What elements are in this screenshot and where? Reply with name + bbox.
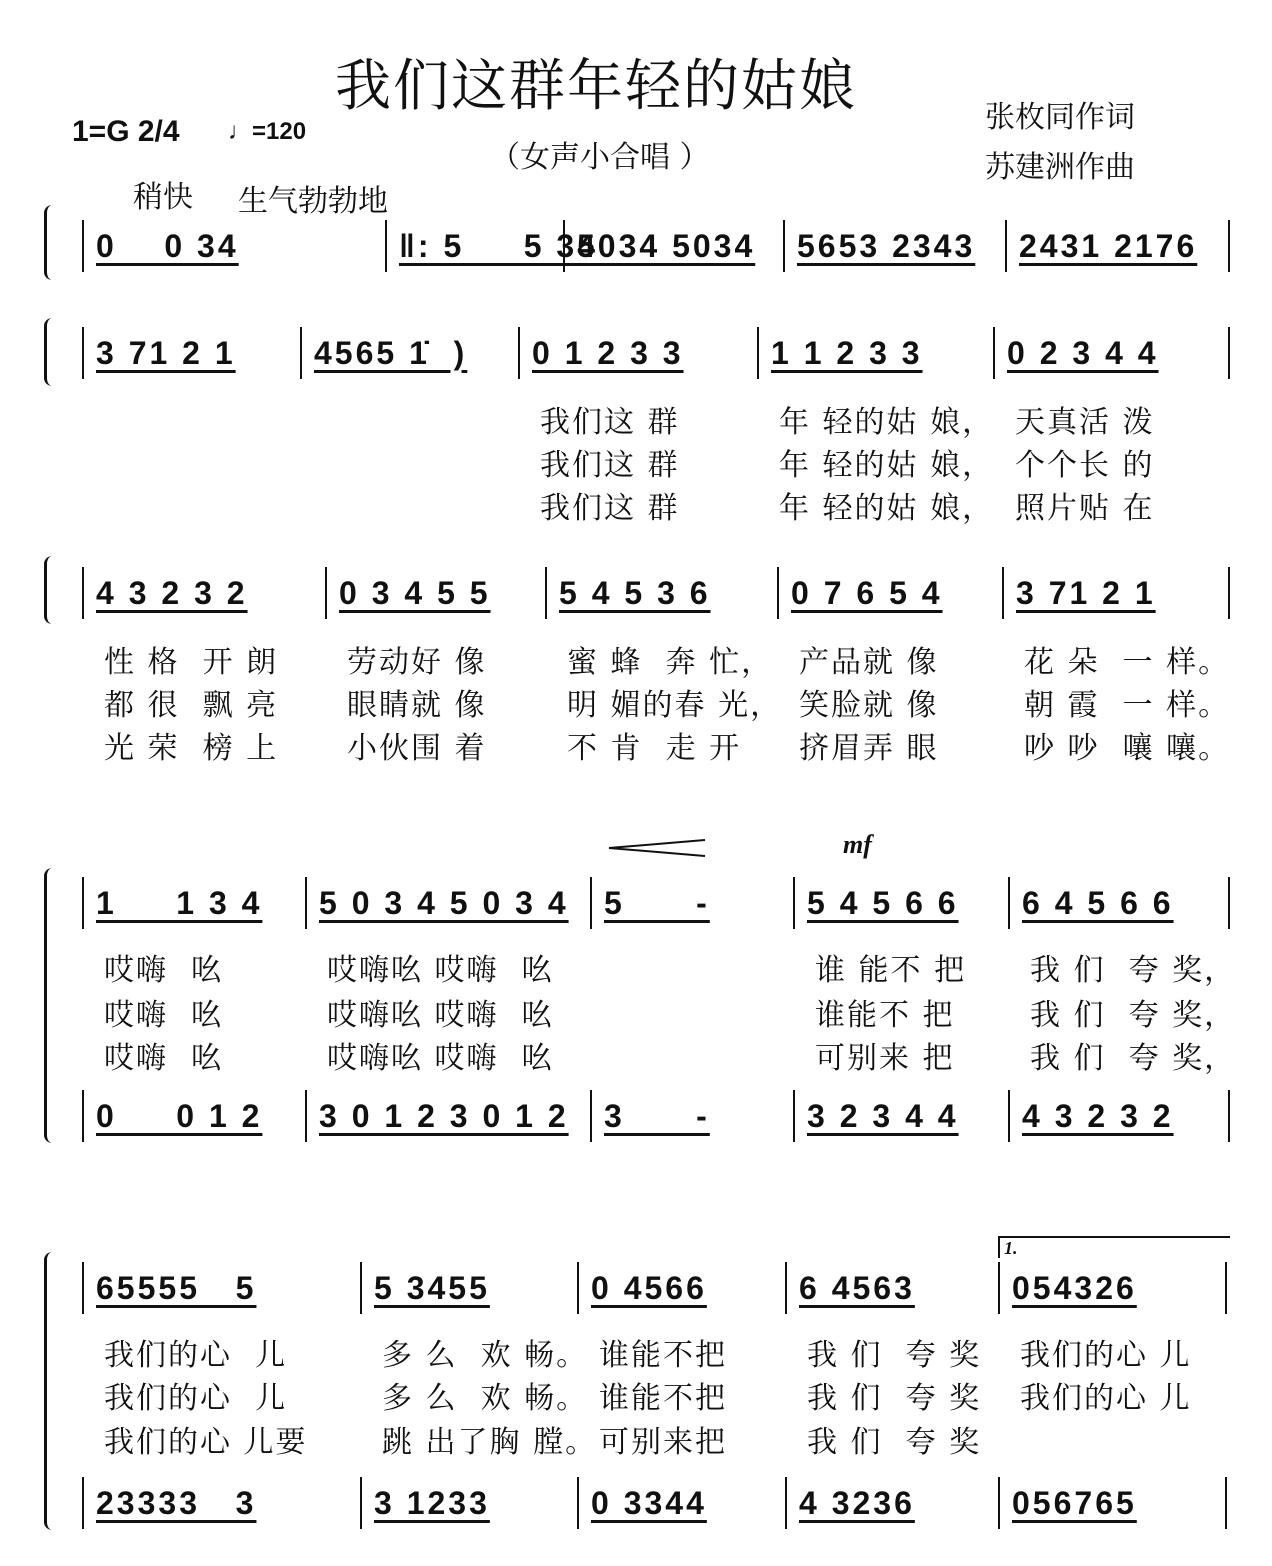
- lyric-verse-1: 哎嗨 吆: [104, 953, 224, 988]
- key-time-signature: 1=G 2/4: [72, 115, 180, 148]
- lyric-verse-1: 谁能不把: [599, 1338, 727, 1373]
- barline: [1225, 1477, 1227, 1529]
- lower-voice-notes: 3 2 3 4 4: [807, 1098, 959, 1134]
- measure-notes: 4565 1̇ ): [314, 335, 468, 371]
- barline: [1228, 1090, 1230, 1142]
- lyric-verse-2: 我 们 夸 奖，: [1030, 998, 1237, 1033]
- lyric-verse-1: 年 轻的姑 娘，: [779, 405, 995, 440]
- lyric-verse-3: 不 肯 走 开: [567, 731, 742, 766]
- lower-voice-notes: 3 -: [604, 1098, 710, 1134]
- barline: [305, 877, 307, 929]
- lyric-verse-3: 我们的心 儿要: [104, 1425, 308, 1460]
- system-brace: [44, 868, 59, 1143]
- lyric-verse-3: 挤眉弄 眼: [799, 731, 939, 766]
- barline: [793, 1090, 795, 1142]
- measure-notes: 5 4 5 6 6: [807, 885, 959, 921]
- measure-notes: 6 4563: [799, 1270, 915, 1306]
- lower-voice-notes: 0 3344: [591, 1485, 707, 1521]
- lyric-verse-3: 我们这 群: [540, 491, 680, 526]
- barline: [757, 327, 759, 379]
- lyric-verse-1: 我们的心 儿: [104, 1338, 288, 1373]
- measure-notes: 0 0 34: [96, 228, 239, 264]
- lower-voice-notes: 23333 3: [96, 1485, 257, 1521]
- measure-notes: 0 3 4 5 5: [339, 575, 491, 611]
- barline: [993, 327, 995, 379]
- barline: [1008, 1090, 1010, 1142]
- dynamic-mf: mf: [843, 830, 872, 859]
- barline: [785, 1262, 787, 1314]
- system-brace: [44, 205, 59, 280]
- tempo-marking: ♩=120: [228, 118, 307, 145]
- barline: [82, 1090, 84, 1142]
- barline: [82, 1477, 84, 1529]
- lyric-verse-2: 谁能不把: [599, 1381, 727, 1416]
- measure-notes: 1 1 2 3 3: [771, 335, 923, 371]
- lyric-verse-2: 我们这 群: [540, 448, 680, 483]
- measure-notes: 6 4 5 6 6: [1022, 885, 1174, 921]
- barline: [545, 567, 547, 619]
- lyric-verse-2: 我 们 夸 奖: [807, 1381, 982, 1416]
- lower-voice-notes: 3 0 1 2 3 0 1 2: [319, 1098, 569, 1134]
- barline: [590, 1090, 592, 1142]
- lyric-verse-2: 哎嗨 吆: [104, 998, 224, 1033]
- lyric-verse-1: 产品就 像: [799, 645, 939, 680]
- lyric-verse-3: 哎嗨吆 哎嗨 吆: [327, 1041, 554, 1076]
- lyric-verse-2: 我们的心 儿: [104, 1381, 288, 1416]
- barline: [518, 327, 520, 379]
- barline: [360, 1262, 362, 1314]
- measure-notes: 0 1 2 3 3: [532, 335, 684, 371]
- lyric-verse-2: 多 么 欢 畅。: [382, 1381, 589, 1416]
- barline: [82, 327, 84, 379]
- lyric-verse-1: 谁 能不 把: [815, 953, 967, 988]
- volta-first-ending: 1.: [998, 1236, 1230, 1258]
- lyric-verse-1: 我们这 群: [540, 405, 680, 440]
- barline: [783, 220, 785, 272]
- barline: [82, 220, 84, 272]
- system-brace: [44, 556, 59, 624]
- measure-notes: 5 0 3 4 5 0 3 4: [319, 885, 569, 921]
- lyric-verse-3: 光 荣 榜 上: [104, 731, 279, 766]
- barline: [82, 1262, 84, 1314]
- lyric-verse-1: 我 们 夸 奖: [807, 1338, 982, 1373]
- measure-notes: 5034 5034: [577, 228, 756, 264]
- system-brace: [44, 1252, 59, 1530]
- lyric-verse-1: 劳动好 像: [347, 645, 487, 680]
- measure-notes: 4 3 2 3 2: [96, 575, 248, 611]
- barline: [82, 877, 84, 929]
- song-title: 我们这群年轻的姑娘: [335, 54, 857, 119]
- lyric-verse-2: 都 很 飘 亮: [104, 688, 279, 723]
- barline: [1002, 567, 1004, 619]
- barline: [300, 327, 302, 379]
- barline: [577, 1262, 579, 1314]
- barline: [360, 1477, 362, 1529]
- measure-notes: 0 7 6 5 4: [791, 575, 943, 611]
- barline: [385, 220, 387, 272]
- measure-notes: ‖: 5 5 34: [399, 228, 598, 264]
- lyric-verse-2: 谁能不 把: [815, 998, 955, 1033]
- barline: [1225, 1262, 1227, 1314]
- lyric-verse-1: 天真活 泼: [1015, 405, 1155, 440]
- lyric-verse-2: 眼睛就 像: [347, 688, 487, 723]
- measure-notes: 3 71 2 1: [96, 335, 236, 371]
- performance-type: （女声小合唱 ）: [490, 140, 710, 175]
- composer-credit: 苏建洲作曲: [985, 150, 1135, 185]
- lyric-verse-2: 明 媚的春 光，: [567, 688, 783, 723]
- barline: [1228, 877, 1230, 929]
- measure-notes: 5 -: [604, 885, 710, 921]
- lyric-verse-1: 我 们 夸 奖，: [1030, 953, 1237, 988]
- lyric-verse-2: 年 轻的姑 娘，: [779, 448, 995, 483]
- lower-voice-notes: 4 3 2 3 2: [1022, 1098, 1174, 1134]
- lyric-verse-1: 我们的心 儿: [1020, 1338, 1192, 1373]
- measure-notes: 2431 2176: [1019, 228, 1198, 264]
- lyric-verse-1: 花 朵 一 样。: [1024, 645, 1231, 680]
- lyric-verse-1: 蜜 蜂 奔 忙，: [567, 645, 774, 680]
- measure-notes: 65555 5: [96, 1270, 257, 1306]
- barline: [998, 1262, 1000, 1314]
- expression-speed: 稍快: [133, 180, 193, 215]
- lyric-verse-1: 多 么 欢 畅。: [382, 1338, 589, 1373]
- barline: [1005, 220, 1007, 272]
- barline: [998, 1477, 1000, 1529]
- system-brace: [44, 318, 59, 386]
- lyric-verse-3: 吵 吵 嚷 嚷。: [1024, 731, 1231, 766]
- lyric-verse-2: 我们的心 儿: [1020, 1381, 1192, 1416]
- barline: [1228, 327, 1230, 379]
- measure-notes: 5 3455: [374, 1270, 490, 1306]
- measure-notes: 1 1 3 4: [96, 885, 263, 921]
- lyric-verse-3: 我 们 夸 奖: [807, 1425, 982, 1460]
- lyric-verse-3: 我 们 夸 奖，: [1030, 1041, 1237, 1076]
- lower-voice-notes: 3 1233: [374, 1485, 490, 1521]
- lyric-verse-1: 哎嗨吆 哎嗨 吆: [327, 953, 554, 988]
- barline: [1228, 567, 1230, 619]
- lyric-verse-2: 个个长 的: [1015, 448, 1155, 483]
- lyric-verse-3: 可别来把: [599, 1425, 727, 1460]
- lower-voice-notes: 056765: [1012, 1485, 1137, 1521]
- barline: [325, 567, 327, 619]
- measure-notes: 3 71 2 1: [1016, 575, 1156, 611]
- lyric-verse-3: 年 轻的姑 娘，: [779, 491, 995, 526]
- barline: [785, 1477, 787, 1529]
- barline: [577, 1477, 579, 1529]
- measure-notes: 0 2 3 4 4: [1007, 335, 1159, 371]
- measure-notes: 054326: [1012, 1270, 1137, 1306]
- barline: [590, 877, 592, 929]
- barline: [777, 567, 779, 619]
- lyric-verse-2: 笑脸就 像: [799, 688, 939, 723]
- crescendo-hairpin: [605, 838, 710, 858]
- lyric-verse-1: 性 格 开 朗: [104, 645, 279, 680]
- measure-notes: 0 4566: [591, 1270, 707, 1306]
- expression-mood: 生气勃勃地: [238, 184, 388, 219]
- barline: [1008, 877, 1010, 929]
- barline: [305, 1090, 307, 1142]
- lyricist-credit: 张枚同作词: [985, 100, 1135, 135]
- barline: [793, 877, 795, 929]
- lower-voice-notes: 4 3236: [799, 1485, 915, 1521]
- lyric-verse-2: 朝 霞 一 样。: [1024, 688, 1231, 723]
- measure-notes: 5 4 5 3 6: [559, 575, 711, 611]
- lyric-verse-3: 照片贴 在: [1015, 491, 1155, 526]
- lyric-verse-3: 小伙围 着: [347, 731, 487, 766]
- lyric-verse-3: 跳 出了胸 膛。: [382, 1425, 598, 1460]
- measure-notes: 5653 2343: [797, 228, 976, 264]
- barline: [82, 567, 84, 619]
- lyric-verse-3: 可别来 把: [815, 1041, 955, 1076]
- barline: [1228, 220, 1230, 272]
- lyric-verse-3: 哎嗨 吆: [104, 1041, 224, 1076]
- lower-voice-notes: 0 0 1 2: [96, 1098, 263, 1134]
- lyric-verse-2: 哎嗨吆 哎嗨 吆: [327, 998, 554, 1033]
